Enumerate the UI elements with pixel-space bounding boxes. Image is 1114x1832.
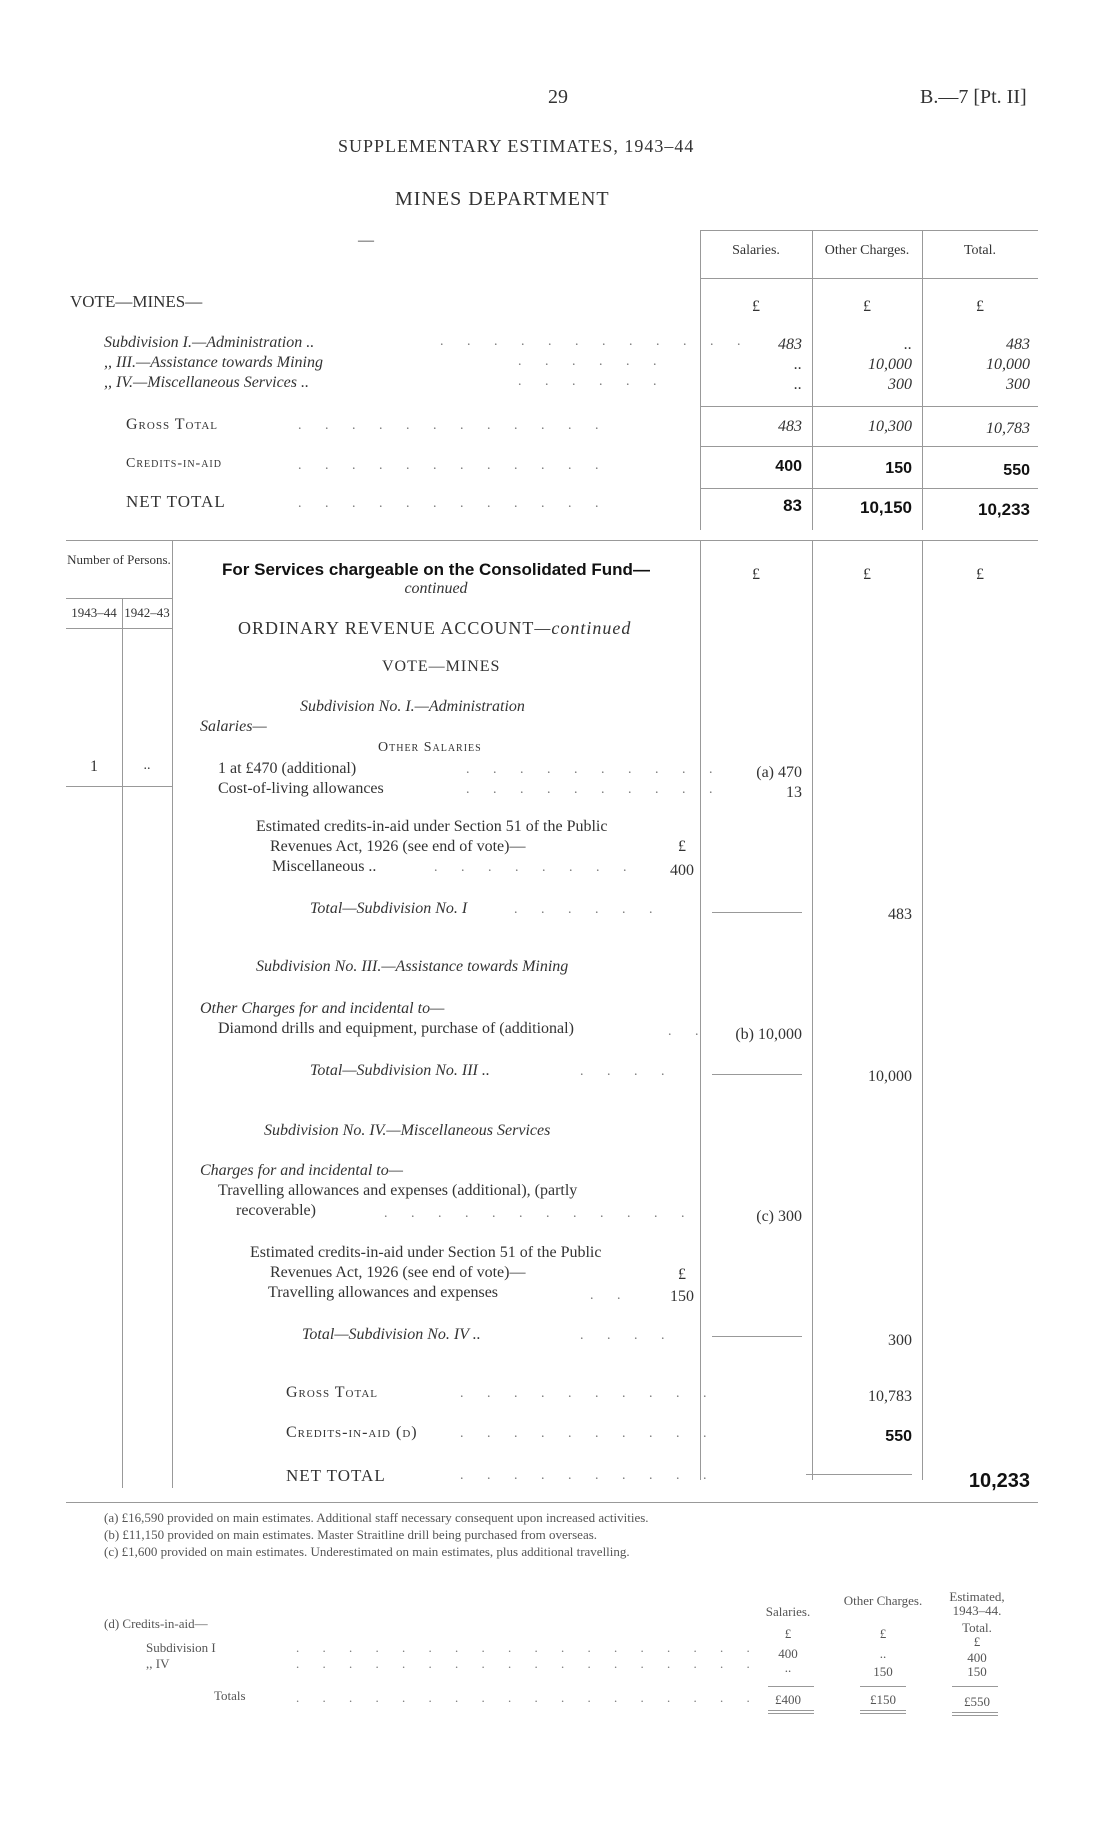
sub4-credits-line1: Estimated credits-in-aid under Section 51 of the Public: [250, 1244, 602, 1261]
credits-row-other: 150: [873, 1664, 893, 1679]
summary-row-total: 483: [1006, 336, 1030, 353]
summary-row-salaries: ..: [794, 376, 802, 393]
sub3-charges-label: Other Charges for and incidental to—: [200, 1000, 445, 1017]
ordinary-revenue-heading: [238, 618, 631, 639]
credits-totals-label: Totals: [214, 1688, 246, 1703]
credits-totals-other: £150: [870, 1692, 896, 1707]
sub4-credits-pound: £: [678, 1266, 686, 1283]
net-total-total: 10,233: [978, 500, 1030, 519]
services-heading: For Services chargeable on the Consolidated Fund—: [222, 560, 650, 579]
sub1-line1: 1 at £470 (additional): [218, 760, 357, 777]
detail-gross-total-label: Gross Total: [286, 1384, 379, 1401]
sub1-total-label: Total—Subdivision No. I: [310, 900, 468, 917]
sub1-credits-value: 400: [670, 862, 694, 879]
sub1-credits-line2: Revenues Act, 1926 (see end of vote)—: [270, 838, 526, 855]
footnote-b: (b) £11,150 provided on main estimates. Master Straitline drill being purchased from overseas.: [104, 1527, 598, 1542]
gross-total-other: 10,300: [868, 418, 912, 435]
currency-total: £: [976, 298, 984, 315]
sub4-line1-value: (c) 300: [756, 1208, 802, 1225]
credits-col-total-l2: Total.: [962, 1620, 992, 1635]
detail-currency-salaries: £: [752, 566, 760, 583]
col-header-other-charges: Other Charges.: [824, 243, 910, 258]
summary-row-salaries: ..: [794, 356, 802, 373]
credits-salaries: 400: [775, 458, 802, 475]
sub1-credits-line3: Miscellaneous ..: [272, 858, 377, 875]
credits-total: 550: [1003, 462, 1030, 479]
other-salaries-label: Other Salaries: [378, 740, 482, 755]
credits-currency-total: £: [973, 1634, 981, 1649]
sub1-heading: Subdivision No. I.—Administration: [300, 698, 525, 715]
detail-currency-other: £: [863, 566, 871, 583]
ordinary-revenue-text: ORDINARY REVENUE ACCOUNT: [238, 618, 535, 638]
sub4-credits-line2: Revenues Act, 1926 (see end of vote)—: [270, 1264, 526, 1281]
sub4-line1a: Travelling allowances and expenses (additional), (partly: [218, 1182, 578, 1199]
credits-row-total: 400: [967, 1650, 987, 1665]
net-total-salaries: 83: [783, 496, 802, 515]
sub1-line2-value: 13: [786, 784, 802, 801]
sub3-heading: Subdivision No. III.—Assistance towards Mining: [256, 958, 569, 975]
sub3-line1-value: (b) 10,000: [735, 1026, 802, 1043]
detail-vote-heading: VOTE—MINES: [382, 658, 501, 675]
persons-1942: ..: [143, 758, 151, 773]
detail-net-total-label: NET TOTAL: [286, 1466, 386, 1485]
net-total-label: NET TOTAL: [126, 492, 226, 511]
detail-gross-total-value: 10,783: [868, 1388, 912, 1405]
sub3-total-label: Total—Subdivision No. III ..: [310, 1062, 490, 1079]
credits-row-other: ..: [879, 1646, 887, 1661]
currency-salaries: £: [752, 298, 760, 315]
credits-currency-other: £: [879, 1626, 887, 1641]
credits-table-title: (d) Credits-in-aid—: [104, 1616, 208, 1631]
sub1-credits-pound: £: [678, 838, 686, 855]
year-1943-44: 1943–44: [71, 605, 117, 620]
col-header-salaries: Salaries.: [732, 243, 780, 258]
credits-col-salaries: Salaries.: [765, 1604, 811, 1619]
detail-credits-label: Credits-in-aid (d): [286, 1424, 418, 1441]
footnote-c: (c) £1,600 provided on main estimates. Underestimated on main estimates, plus additional travelling.: [104, 1544, 630, 1559]
ordinary-revenue-continued: —continued: [534, 618, 632, 638]
sub4-credits-line3: Travelling allowances and expenses: [268, 1284, 499, 1301]
credits-other: 150: [885, 460, 912, 477]
credits-in-aid-label: Credits-in-aid: [126, 456, 222, 471]
credits-col-other: Other Charges.: [843, 1593, 923, 1608]
summary-row-other: 10,000: [868, 356, 912, 373]
credits-totals-total: £550: [964, 1694, 990, 1709]
vote-label: VOTE—MINES—: [70, 292, 203, 311]
page-number: 29: [548, 86, 568, 108]
footnote-a: (a) £16,590 provided on main estimates. Additional staff necessary consequent upon increased activities.: [104, 1510, 649, 1525]
currency-other: £: [863, 298, 871, 315]
summary-row-label: ,, IV.—Miscellaneous Services ..: [104, 374, 309, 391]
sub1-line2: Cost-of-living allowances: [218, 780, 384, 797]
document-reference: B.—7 [Pt. II]: [920, 86, 1027, 108]
col-header-total: Total.: [963, 243, 997, 258]
credits-row-total: 150: [967, 1664, 987, 1679]
credits-totals-salaries: £400: [775, 1692, 801, 1707]
persons-header: Number of Persons.: [67, 552, 171, 567]
detail-currency-total: £: [976, 566, 984, 583]
sub1-credits-line1: Estimated credits-in-aid under Section 51 of the Public: [256, 818, 608, 835]
credits-row-label: Subdivision I: [146, 1640, 216, 1655]
sub3-line1: Diamond drills and equipment, purchase of (additional): [218, 1020, 574, 1037]
summary-row-total: 300: [1006, 376, 1030, 393]
department-title: MINES DEPARTMENT: [395, 188, 610, 210]
sub4-credits-value: 150: [670, 1288, 694, 1305]
gross-total-label: Gross Total: [126, 416, 219, 433]
detail-net-total-value: 10,233: [968, 1470, 1030, 1492]
gross-total-total: 10,783: [986, 420, 1030, 437]
year-1942-43: 1942–43: [124, 605, 170, 620]
header-dash: —: [358, 232, 374, 249]
sub3-total-value: 10,000: [868, 1068, 912, 1085]
sub4-total-label: Total—Subdivision No. IV ..: [302, 1326, 481, 1343]
sub1-line1-value: (a) 470: [756, 764, 802, 781]
sub4-total-value: 300: [888, 1332, 912, 1349]
sub1-total-value: 483: [888, 906, 912, 923]
detail-credits-value: 550: [885, 1428, 912, 1445]
sub4-line1b: recoverable): [236, 1202, 316, 1219]
sub4-charges-label: Charges for and incidental to—: [200, 1162, 403, 1179]
services-continued: continued: [404, 580, 468, 597]
credits-col-total-l1: Estimated, 1943–44.: [949, 1589, 1005, 1618]
net-total-other: 10,150: [860, 498, 912, 517]
summary-row-total: 10,000: [986, 356, 1030, 373]
summary-row-label: Subdivision I.—Administration ..: [104, 334, 315, 351]
gross-total-salaries: 483: [778, 418, 802, 435]
sub1-salaries-label: Salaries—: [200, 718, 267, 735]
credits-currency-salaries: £: [784, 1626, 792, 1641]
persons-1943: 1: [90, 758, 98, 775]
summary-row-other: 300: [888, 376, 912, 393]
credits-row-salaries: ..: [784, 1660, 792, 1675]
credits-row-label: ,, IV: [146, 1656, 170, 1671]
summary-row-salaries: 483: [778, 336, 802, 353]
sub4-heading: Subdivision No. IV.—Miscellaneous Services: [264, 1122, 551, 1139]
summary-row-label: ,, III.—Assistance towards Mining: [104, 354, 323, 371]
summary-row-other: ..: [904, 336, 912, 353]
page-title: SUPPLEMENTARY ESTIMATES, 1943–44: [338, 136, 695, 156]
credits-row-salaries: 400: [778, 1646, 798, 1661]
